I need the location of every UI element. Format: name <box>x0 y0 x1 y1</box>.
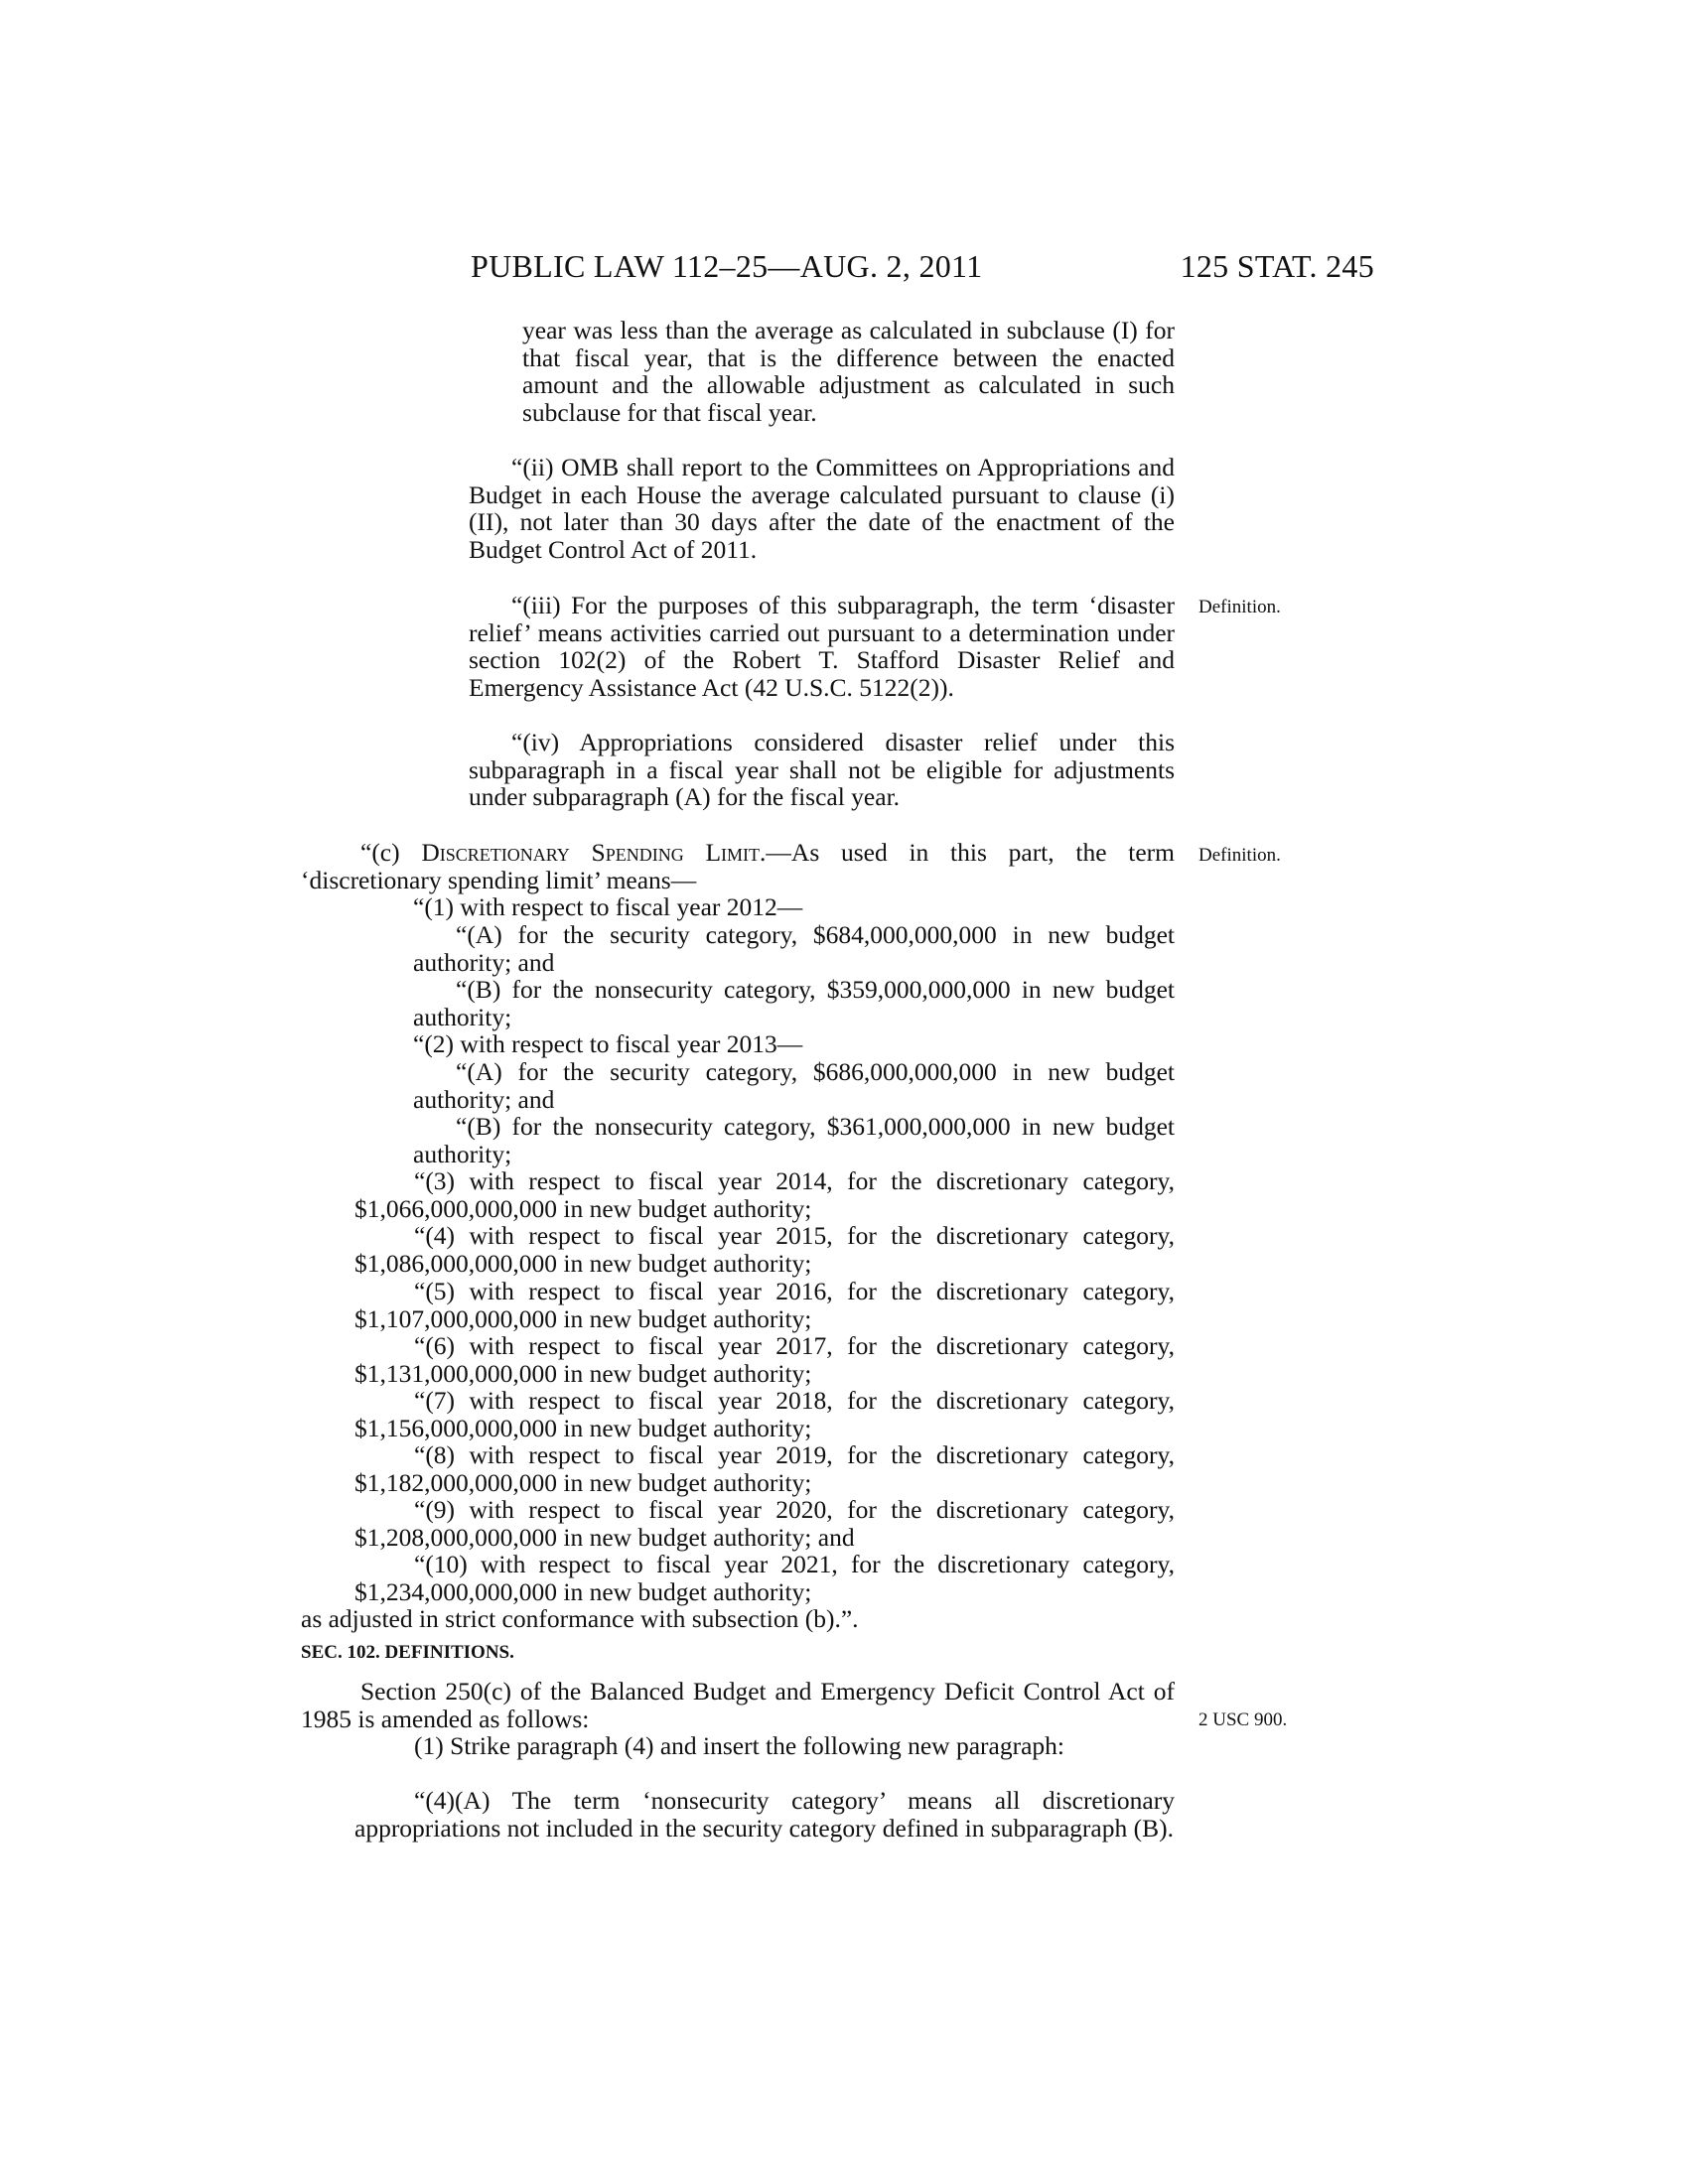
paragraph-6: “(6) with respect to fiscal year 2017, for the discretionary category, $1,131,000,000,000 in new budget authority; <box>354 1331 1175 1388</box>
margin-note-usc-citation: 2 USC 900. <box>1198 1709 1288 1730</box>
section-102-paragraph-1: (1) Strike paragraph (4) and insert the following new paragraph: <box>414 1731 1064 1760</box>
subsection-c-caption: Discretionary Spending Limit <box>421 838 761 867</box>
clause-iv: “(iv) Appropriations considered disaster relief under this subparagraph in a fiscal year shall not be eligible for adjustments under subparagraph (A) for the fiscal year. <box>469 728 1175 812</box>
subsection-c-open: “(c) <box>360 838 400 867</box>
subsection-c-text: .—As used in this part, the term ‘discretionary spending limit’ means— <box>301 838 1176 894</box>
clause-i-continuation: year was less than the average as calculated in subclause (I) for that fiscal year, that is the difference between the enacted amount and the allowable adjustment as calculated in such subclause for that fiscal year. <box>522 316 1175 427</box>
running-head-page-number: 125 STAT. 245 <box>1180 248 1374 284</box>
margin-note-definition: Definition. <box>1198 845 1281 866</box>
paragraph-8: “(8) with respect to fiscal year 2019, for the discretionary category, $1,182,000,000,000 in new budget authority; <box>354 1440 1175 1497</box>
section-102-intro: Section 250(c) of the Balanced Budget and Emergency Deficit Control Act of 1985 is amended as follows: <box>301 1677 1175 1733</box>
paragraph-4: “(4) with respect to fiscal year 2015, for the discretionary category, $1,086,000,000,000 in new budget authority; <box>354 1221 1175 1278</box>
paragraph-1: “(1) with respect to fiscal year 2012— <box>413 892 803 921</box>
paragraph-2-A: “(A) for the security category, $686,000,000,000 in new budget authority; and <box>413 1057 1175 1114</box>
running-head-title: PUBLIC LAW 112–25—AUG. 2, 2011 <box>471 248 983 284</box>
paragraph-9: “(9) with respect to fiscal year 2020, for the discretionary category, $1,208,000,000,000 in new budget authority; and <box>354 1495 1175 1552</box>
paragraph-2: “(2) with respect to fiscal year 2013— <box>413 1029 803 1058</box>
closing-clause: as adjusted in strict conformance with subsection (b).”. <box>301 1604 859 1633</box>
margin-note-definition: Definition. <box>1198 597 1281 617</box>
clause-ii: “(ii) OMB shall report to the Committees on Appropriations and Budget in each House the average calculated pursuant to clause (i)(II), not later than 30 days after the date of the enactment of the Budget Control Act of 2011. <box>469 453 1175 564</box>
section-102-paragraph-4A: “(4)(A) The term ‘nonsecurity category’ means all discretionary appropriations not included in the security category defined in subparagraph (B). <box>354 1786 1175 1843</box>
paragraph-1-A: “(A) for the security category, $684,000,000,000 in new budget authority; and <box>413 920 1175 977</box>
paragraph-7: “(7) with respect to fiscal year 2018, for the discretionary category, $1,156,000,000,000 in new budget authority; <box>354 1386 1175 1442</box>
clause-iii: “(iii) For the purposes of this subparagraph, the term ‘disaster relief’ means activities carried out pursuant to a determination under section 102(2) of the Robert T. Stafford Disaster Relief and Emergency Assistance Act (42 U.S.C. 5122(2)). <box>469 591 1175 702</box>
paragraph-10: “(10) with respect to fiscal year 2021, for the discretionary category, $1,234,000,000,000 in new budget authority; <box>354 1550 1175 1606</box>
section-heading: SEC. 102. DEFINITIONS. <box>301 1642 514 1663</box>
subsection-c-heading <box>301 839 1175 893</box>
paragraph-5: “(5) with respect to fiscal year 2016, for the discretionary category, $1,107,000,000,000 in new budget authority; <box>354 1277 1175 1333</box>
paragraph-3: “(3) with respect to fiscal year 2014, for the discretionary category, $1,066,000,000,000 in new budget authority; <box>354 1166 1175 1223</box>
paragraph-2-B: “(B) for the nonsecurity category, $361,000,000,000 in new budget authority; <box>413 1112 1175 1168</box>
paragraph-1-B: “(B) for the nonsecurity category, $359,000,000,000 in new budget authority; <box>413 975 1175 1031</box>
